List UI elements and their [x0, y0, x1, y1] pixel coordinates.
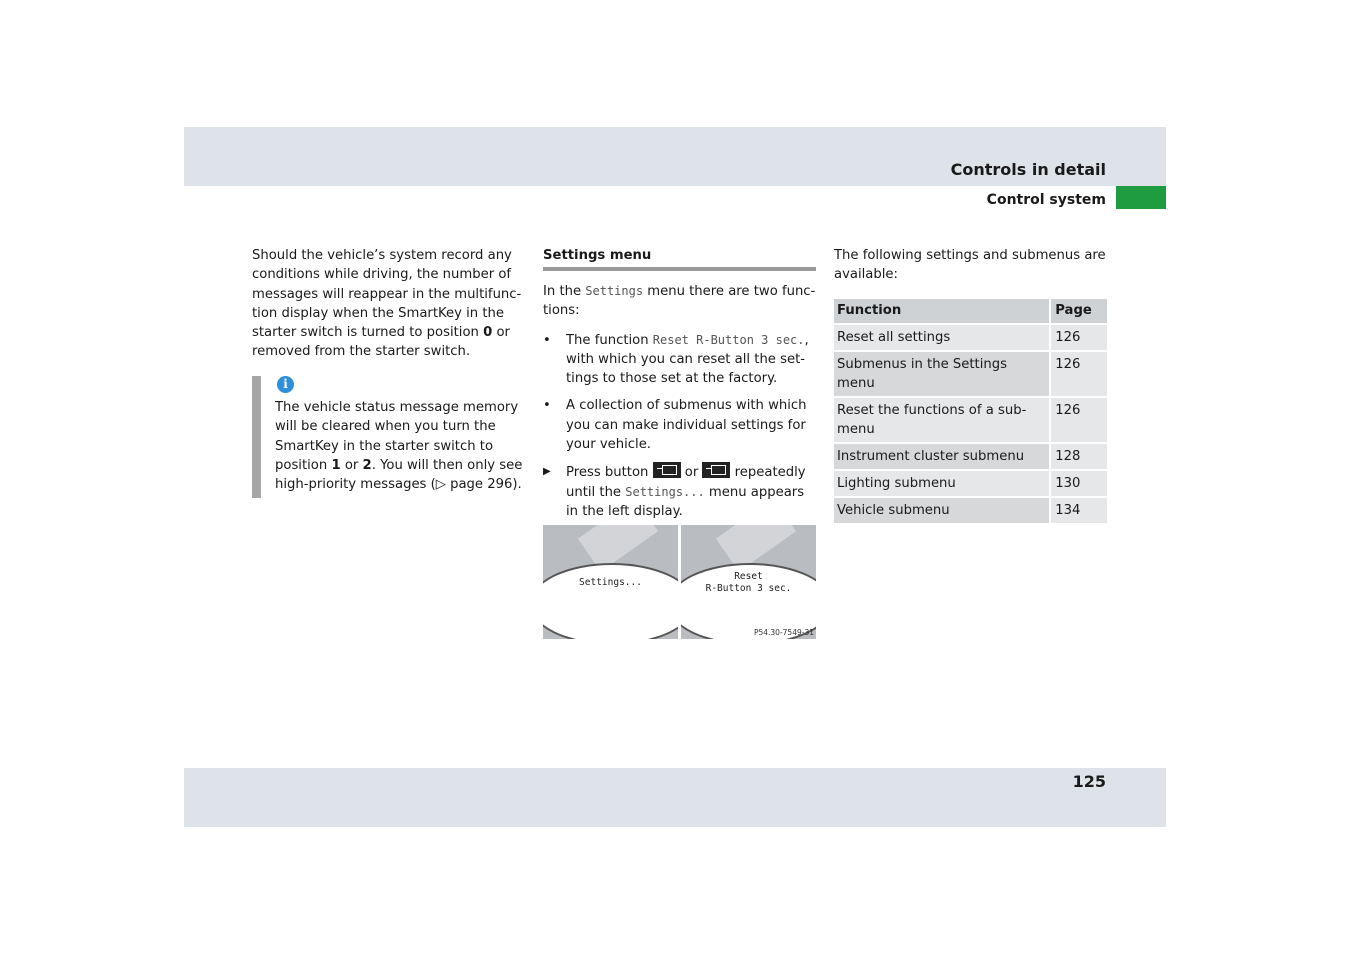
table-header-row	[834, 299, 1107, 324]
footer-band	[184, 768, 1166, 827]
function-table	[834, 299, 1107, 525]
intro-paragraph: Should the vehicle’s system record any conditions while driving, the number of messages will reappear in the multifunc-tion display when the SmartKey in the starter switch is turned to position 0 or removed from the starter switch.	[252, 248, 522, 360]
instruction-step: ▶ Press button or repeatedly until the Settings... menu appears in the left display.	[543, 462, 816, 521]
table-row	[834, 351, 1107, 397]
list-item: • A collection of submenus with which you can make individual settings for your vehicle.	[543, 398, 807, 453]
menu-back-button-icon	[702, 462, 730, 478]
section-tab-marker	[1116, 186, 1166, 209]
table-intro: The following settings and submenus are available:	[834, 248, 1106, 283]
function-cell: Reset all settings	[834, 324, 1050, 351]
table-row	[834, 443, 1107, 470]
table-row	[834, 470, 1107, 497]
function-cell: Lighting submenu	[834, 470, 1050, 497]
column-header: Function	[834, 299, 1050, 324]
table-row	[834, 497, 1107, 524]
display-photo-settings	[543, 525, 678, 639]
note-bar	[252, 376, 261, 498]
heading-rule	[543, 267, 816, 271]
display-photos	[543, 525, 816, 639]
list-item: • The function Reset R-Button 3 sec., with which you can reset all the set-tings to those set at the factory.	[543, 332, 809, 387]
function-cell: Submenus in the Settings menu	[834, 351, 1050, 397]
chapter-title: Controls in detail	[950, 160, 1106, 179]
info-note	[252, 376, 524, 498]
page-cell: 130	[1050, 470, 1107, 497]
page-cell: 126	[1050, 351, 1107, 397]
display-text: R-Button 3 sec.	[705, 583, 792, 594]
menu-forward-button-icon	[653, 462, 681, 478]
settings-menu-section	[543, 246, 816, 529]
table-row	[834, 397, 1107, 443]
display-text: Reset	[734, 571, 763, 582]
info-text: The vehicle status message memory will be cleared when you turn the SmartKey in the starter switch to position 1 or 2. You will then only see high-priority messages (▷ page 296).	[275, 400, 523, 493]
page-cell: 126	[1050, 324, 1107, 351]
settings-intro: In the Settings menu there are two func-tions:	[543, 284, 816, 319]
photo-id: P54.30-7549-31	[753, 628, 814, 637]
function-cell: Vehicle submenu	[834, 497, 1050, 524]
display-text: Settings...	[579, 577, 642, 588]
section-heading: Settings menu	[543, 248, 652, 263]
info-icon: i	[277, 376, 294, 393]
section-title: Control system	[986, 192, 1106, 208]
display-photo-reset	[681, 525, 816, 639]
function-cell: Reset the functions of a sub-menu	[834, 397, 1050, 443]
table-row	[834, 324, 1107, 351]
column-header: Page	[1050, 299, 1107, 324]
page-cell: 134	[1050, 497, 1107, 524]
page-number: 125	[1072, 772, 1106, 791]
page-cell: 128	[1050, 443, 1107, 470]
function-cell: Instrument cluster submenu	[834, 443, 1050, 470]
page-cell: 126	[1050, 397, 1107, 443]
